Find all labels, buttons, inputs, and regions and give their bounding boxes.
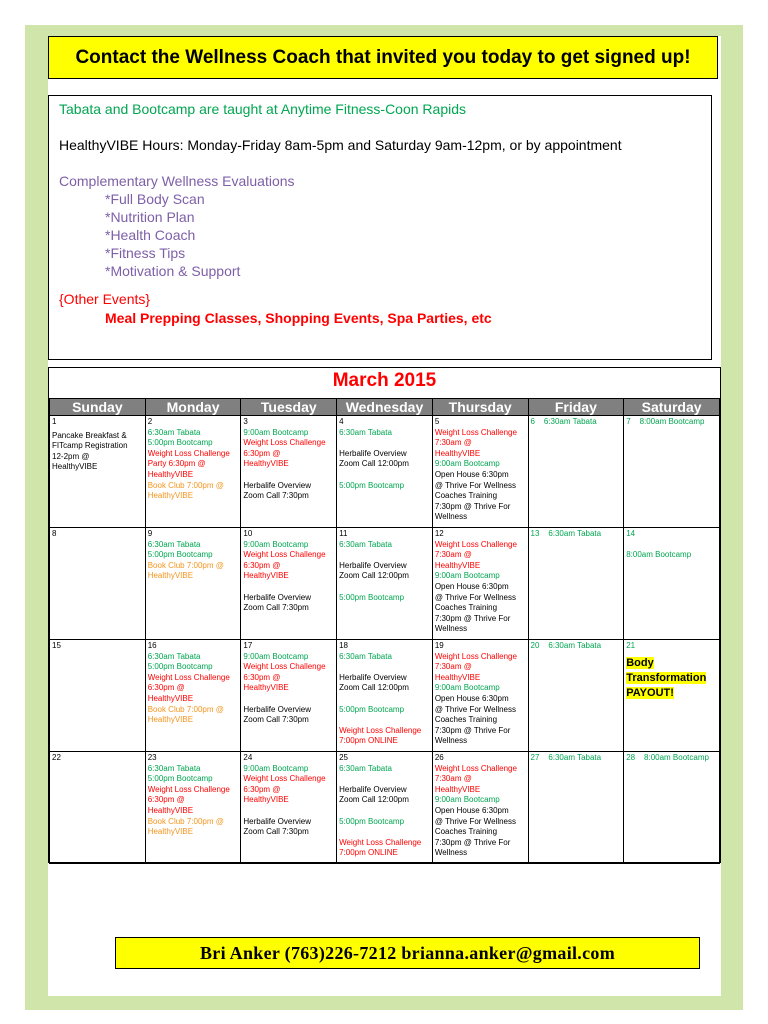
event-text [243,582,334,593]
event-text: 6:30pm @ [243,784,281,794]
event-text: Herbalife Overview [243,592,311,602]
event-text: Herbalife Overview [243,816,311,826]
event-text: HealthyVIBE [147,491,194,501]
event-text: FITcamp Registration [52,441,128,451]
event-text: 7:30pm @ Thrive For [434,613,511,623]
event-text: Zoom Call 12:00pm [339,459,409,469]
calendar-week [50,752,720,864]
event-text: 6:30pm @ [243,448,281,458]
event-text: 6:30am Tabata [339,763,392,773]
weekday-tuesday: Tuesday [241,399,337,416]
day-cell-2 [145,416,241,528]
day-number: 24 [243,753,253,762]
event-text: 5:00pm Bootcamp [339,704,405,714]
other-events-list: Meal Prepping Classes, Shopping Events, Spa Parties, etc [105,310,492,326]
calendar-week [50,528,720,640]
day-cell-16 [145,640,241,752]
day-cell-8 [50,528,146,640]
event-text: 6:30am Tabata [543,417,597,426]
event-text: 9:00am Bootcamp [243,651,309,661]
event-text [339,715,430,726]
event-text [339,827,430,838]
day-number: 5 [434,417,440,426]
event-text: 7:00pm ONLINE [339,848,398,858]
day-cell-3 [241,416,337,528]
event-text: HealthyVIBE [147,693,194,703]
page-border [25,25,743,1010]
event-text: 7:30am @ [434,662,472,672]
day-cell-22 [50,752,146,864]
day-cell-17 [241,640,337,752]
hours-text: HealthyVIBE Hours: Monday-Friday 8am-5pm and Saturday 9am-12pm, or by appointment [59,137,622,153]
event-text: Weight Loss Challenge [434,651,517,661]
calendar-week [50,416,720,528]
event-text: Zoom Call 12:00pm [339,571,409,581]
event-text: Weight Loss Challenge [434,763,517,773]
event-text: 6:30am Tabata [147,651,201,661]
day-cell-12 [432,528,528,640]
day-cell-18 [337,640,433,752]
day-cell-26 [432,752,528,864]
day-number: 7 [626,417,631,426]
event-text: HealthyVIBE [243,795,289,805]
event-text: 7:30am @ [434,550,472,560]
event-text: Coaches Training [434,827,498,837]
event-text: Coaches Training [434,491,498,501]
day-cell-20 [528,640,624,752]
evaluation-item: *Motivation & Support [105,263,241,279]
event-text: Weight Loss Challenge [339,725,422,735]
day-cell-9 [145,528,241,640]
event-text: Wellness [434,848,468,858]
day-number: 26 [434,753,444,762]
evaluation-item: *Fitness Tips [105,245,186,261]
event-text [339,582,430,593]
day-number: 22 [52,753,61,762]
event-text: @ Thrive For Wellness [434,704,516,714]
event-text: Weight Loss Challenge [147,448,230,458]
day-cell-28 [624,752,720,864]
event-text [339,662,430,673]
day-number: 15 [52,641,61,650]
event-text: Zoom Call 7:30pm [243,603,309,613]
day-number: 8 [52,529,57,538]
calendar-week [50,640,720,752]
event-text: Weight Loss Challenge [147,784,230,794]
weekday-wednesday: Wednesday [337,399,433,416]
event-text [626,656,717,671]
event-text: 6:30pm @ [147,683,185,693]
flyer-content [48,36,721,996]
event-text: 7:00pm ONLINE [339,736,398,746]
day-number: 19 [434,641,444,650]
payout-text: Transformation [626,671,707,684]
event-text: 7:30am @ [434,774,472,784]
event-text [339,438,430,449]
event-text: 6:30am Tabata [339,427,392,437]
event-text: Zoom Call 7:30pm [243,491,309,501]
event-text: Weight Loss Challenge [434,427,517,437]
event-text: HealthyVIBE [243,683,289,693]
event-text: HealthyVIBE [434,784,481,794]
day-number: 11 [339,529,348,538]
event-text: 6:30am Tabata [147,427,201,437]
event-text: Party 6:30pm @ [147,459,206,469]
event-text [339,550,430,561]
weekday-sunday: Sunday [50,399,146,416]
day-number: 9 [147,529,153,538]
calendar [48,367,721,863]
event-text: @ Thrive For Wellness [434,592,516,602]
event-text: Open House 6:30pm [434,581,509,591]
event-text: Wellness [434,736,468,746]
event-text: 6:30am Tabata [548,753,602,762]
day-number: 14 [626,529,636,538]
day-cell-14 [624,528,720,640]
event-text: 6:30am Tabata [147,539,201,549]
event-text: 5:00pm Bootcamp [339,816,405,826]
event-text: HealthyVIBE [147,469,194,479]
event-text: 6:30pm @ [243,672,281,682]
day-cell-4 [337,416,433,528]
event-text: HealthyVIBE [147,805,194,815]
event-text: 9:00am Bootcamp [434,795,500,805]
event-text: 5:00pm Bootcamp [339,592,405,602]
day-cell-1 [50,416,146,528]
day-number: 21 [626,641,636,650]
day-cell-21 [624,640,720,752]
event-text: 8:00am Bootcamp [626,550,692,560]
event-text: @ Thrive For Wellness [434,816,516,826]
event-text: HealthyVIBE [434,560,481,570]
event-text [626,686,717,701]
payout-text: PAYOUT! [626,686,674,699]
event-text: 7:30am @ [434,438,472,448]
day-cell-10 [241,528,337,640]
event-text: Weight Loss Challenge [243,550,326,560]
event-text: Herbalife Overview [339,672,407,682]
contact-footer: Bri Anker (763)226-7212 brianna.anker@gmail.com [115,937,700,969]
weekday-thursday: Thursday [432,399,528,416]
event-text [243,694,334,705]
event-text: 6:30pm @ [147,795,185,805]
weekday-friday: Friday [528,399,624,416]
event-text: Open House 6:30pm [434,693,509,703]
event-text: HealthyVIBE [243,459,289,469]
event-text: 12-2pm @ [52,451,90,461]
day-cell-24 [241,752,337,864]
event-text: 5:00pm Bootcamp [147,550,213,560]
payout-text: Body [626,656,654,669]
day-number: 12 [434,529,444,538]
day-number: 6 [530,417,535,426]
signup-banner: Contact the Wellness Coach that invited you today to get signed up! [48,36,718,79]
event-text: 9:00am Bootcamp [243,763,309,773]
day-number: 27 [530,753,540,762]
event-text [626,671,717,686]
event-text: Zoom Call 12:00pm [339,795,409,805]
day-number: 23 [147,753,157,762]
event-text: Book Club 7:00pm @ [147,816,224,826]
evaluation-item: *Full Body Scan [105,191,205,207]
event-text: HealthyVIBE [52,462,98,472]
event-text [243,470,334,481]
day-cell-27 [528,752,624,864]
location-text: Tabata and Bootcamp are taught at Anytime Fitness-Coon Rapids [59,101,467,117]
event-text: Herbalife Overview [339,448,407,458]
day-number: 2 [147,417,153,426]
day-cell-11 [337,528,433,640]
event-text: HealthyVIBE [147,571,194,581]
event-text: Weight Loss Challenge [147,672,230,682]
day-cell-5 [432,416,528,528]
event-text: Zoom Call 7:30pm [243,715,309,725]
day-number: 10 [243,529,253,538]
day-number: 13 [530,529,540,538]
event-text: 5:00pm Bootcamp [147,662,213,672]
event-text: Zoom Call 7:30pm [243,827,309,837]
event-text: 9:00am Bootcamp [434,459,500,469]
event-text: 6:30am Tabata [147,763,201,773]
event-text: Weight Loss Challenge [243,662,326,672]
day-cell-15 [50,640,146,752]
event-text: 7:30pm @ Thrive For [434,501,511,511]
info-box [48,95,712,360]
event-text: Herbalife Overview [339,560,407,570]
event-text: 7:30pm @ Thrive For [434,837,511,847]
day-cell-23 [145,752,241,864]
weekday-header-row [50,399,720,416]
event-text: Open House 6:30pm [434,805,509,815]
event-text [339,774,430,785]
evaluation-item: *Nutrition Plan [105,209,195,225]
day-number: 20 [530,641,540,650]
event-text: Herbalife Overview [339,784,407,794]
weekday-monday: Monday [145,399,241,416]
day-cell-13 [528,528,624,640]
event-text: Coaches Training [434,715,498,725]
day-number: 25 [339,753,349,762]
event-text: 5:00pm Bootcamp [147,438,213,448]
day-number: 4 [339,417,344,426]
event-text: @ Thrive For Wellness [434,480,516,490]
event-text: Zoom Call 12:00pm [339,683,409,693]
event-text: 6:30am Tabata [339,539,392,549]
event-text: Book Club 7:00pm @ [147,704,224,714]
evaluations-title: Complementary Wellness Evaluations [59,173,295,189]
event-text: Weight Loss Challenge [243,438,326,448]
event-text: Weight Loss Challenge [434,539,517,549]
event-text: Weight Loss Challenge [243,774,326,784]
event-text: HealthyVIBE [434,672,481,682]
event-text: 6:30am Tabata [339,651,392,661]
event-text: Open House 6:30pm [434,469,509,479]
event-text [243,806,334,817]
event-text: 8:00am Bootcamp [644,753,709,762]
event-text: 7:30pm @ Thrive For [434,725,511,735]
day-cell-25 [337,752,433,864]
calendar-body [50,416,720,864]
event-text: 6:30am Tabata [548,641,602,650]
calendar-grid [49,398,720,864]
event-text: 9:00am Bootcamp [243,539,309,549]
event-text: 6:30pm @ [243,560,281,570]
evaluation-item: *Health Coach [105,227,196,243]
event-text: HealthyVIBE [434,448,481,458]
event-text: 5:00pm Bootcamp [339,480,405,490]
event-text: Book Club 7:00pm @ [147,560,224,570]
event-text: 9:00am Bootcamp [434,571,500,581]
event-text: Book Club 7:00pm @ [147,480,224,490]
event-text [626,540,717,551]
event-text: HealthyVIBE [147,715,194,725]
event-text [339,470,430,481]
event-text: Coaches Training [434,603,498,613]
event-text: Wellness [434,624,468,634]
event-text: 9:00am Bootcamp [243,427,309,437]
day-number: 1 [52,417,57,426]
day-number: 3 [243,417,248,426]
calendar-title: March 2015 [332,370,437,391]
event-text: 5:00pm Bootcamp [147,774,213,784]
day-cell-7 [624,416,720,528]
event-text: Weight Loss Challenge [339,837,422,847]
weekday-saturday: Saturday [624,399,720,416]
day-number: 18 [339,641,349,650]
event-text: HealthyVIBE [147,827,194,837]
day-number: 16 [147,641,157,650]
other-events-title: {Other Events} [59,291,151,307]
event-text: 9:00am Bootcamp [434,683,500,693]
event-text: 6:30am Tabata [548,529,602,538]
event-text: Herbalife Overview [243,704,311,714]
day-cell-19 [432,640,528,752]
day-cell-6 [528,416,624,528]
event-text: Wellness [434,512,468,522]
event-text [339,806,430,817]
event-text: Herbalife Overview [243,480,311,490]
day-number: 17 [243,641,253,650]
day-number: 28 [626,753,636,762]
event-text: HealthyVIBE [243,571,289,581]
event-text: 8:00am Bootcamp [639,417,705,426]
event-text [339,694,430,705]
event-text: Pancake Breakfast & [52,430,127,440]
